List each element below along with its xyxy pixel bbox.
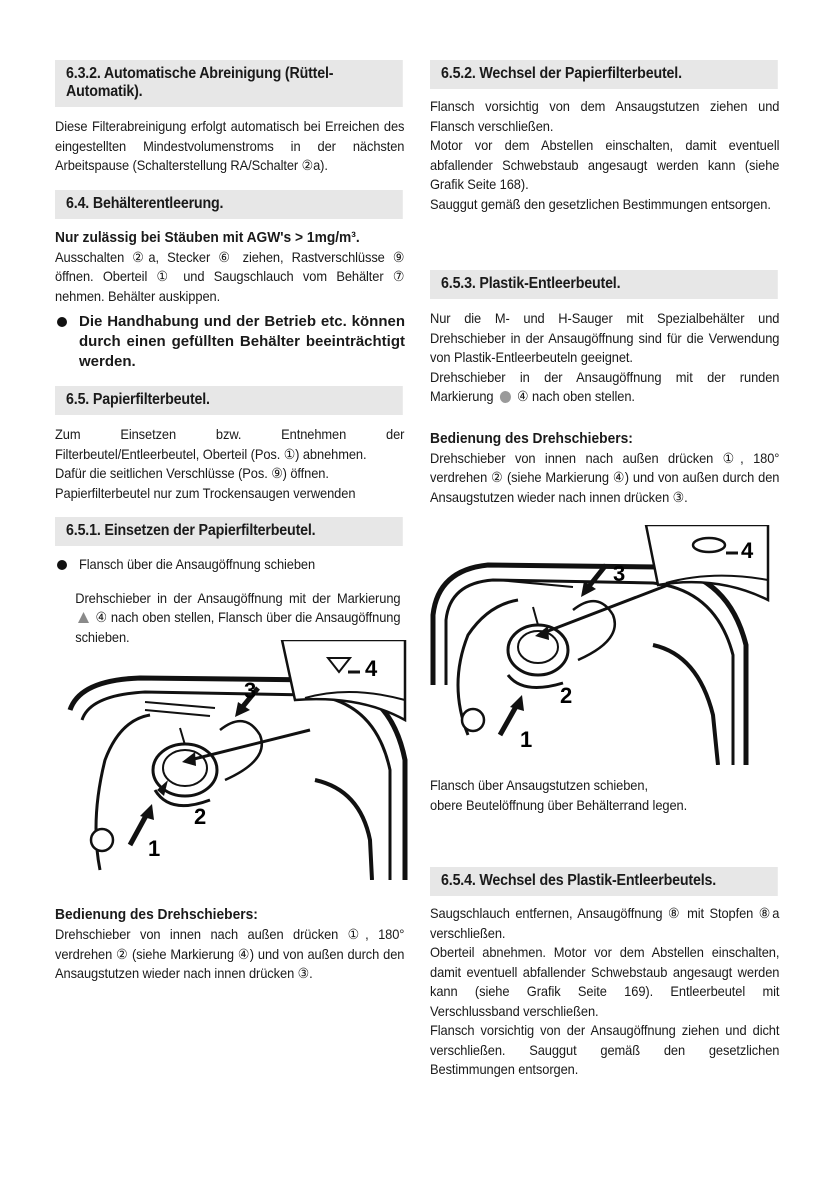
section-65-text-2: Dafür die seitlichen Verschlüsse (Pos. ⑨) öffnen. <box>55 465 329 481</box>
section-651-heading: 6.5.1. Einsetzen der Papierfilterbeutel. <box>55 517 403 546</box>
triangle-marking-icon <box>78 612 89 623</box>
right-column <box>430 60 780 507</box>
section-632-text: Diese Filterabreinigung erfolgt automatisch bei Erreichen des eingestellten Mindestvolumenstroms in der nächsten Arbeitspause (Schalterstellung RA/Schalter ②a). <box>55 118 405 173</box>
section-653-heading: 6.5.3. Plastik-Entleerbeutel. <box>430 270 778 299</box>
figure-label-3: 3 <box>244 678 257 703</box>
figure-label-2: 2 <box>194 804 207 829</box>
section-653-text-2 <box>430 368 779 407</box>
section-652-heading: 6.5.2. Wechsel der Papierfilterbeutel. <box>430 60 778 89</box>
section-65-text-3: Papierfilterbeutel nur zum Trockensaugen verwenden <box>55 484 356 501</box>
vacuum-top-illustration-left <box>60 640 410 880</box>
section-654-text-3: Flansch vorsichtig von der Ansaugöffnung ziehen und dicht verschließen. Sauggut gemäß den gesetzlichen Bestimmungen entsorgen. <box>430 1022 780 1077</box>
bullet-dot-icon <box>57 560 67 570</box>
figure-label-1: 1 <box>148 836 161 861</box>
left-column <box>55 60 405 647</box>
section-653-text-2b: ④ nach oben stellen. <box>517 388 635 404</box>
figure-label-1: 1 <box>520 727 533 752</box>
figure-label-4: 4 <box>365 656 378 681</box>
right-bedienung-text: Drehschieber von innen nach außen drücken ①, 180° verdrehen ② (siehe Markierung ④) und von außen durch den Ansaugstutzen wieder nach innen drücken ③. <box>430 449 780 505</box>
section-65-text-1: Zum Einsetzen bzw. Entnehmen der Filterbeutel/Entleerbeutel, Oberteil (Pos. ①) abnehmen. <box>55 426 405 462</box>
section-653-text-2a: Drehschieber in der Ansaugöffnung mit der runden Markierung <box>430 368 780 404</box>
section-652-text-3: Sauggut gemäß den gesetzlichen Bestimmungen entsorgen. <box>430 195 771 212</box>
section-652-text-1: Flansch vorsichtig von dem Ansaugstutzen ziehen und Flansch verschließen. <box>430 98 780 134</box>
left-figure <box>60 640 410 880</box>
section-64-bullet <box>55 312 405 372</box>
section-651-text-a: Drehschieber in der Ansaugöffnung mit der Markierung <box>75 589 401 606</box>
section-64-heading: 6.4. Behälterentleerung. <box>55 190 403 219</box>
section-64-bullet-text: Die Handhabung und der Betrieb etc. können durch einen gefüllten Behälter beeinträchtigt werden. <box>79 313 405 370</box>
figure-caption-2: obere Beutelöffnung über Behälterrand legen. <box>430 796 688 813</box>
section-651-bullet <box>55 555 405 575</box>
left-bottom-block <box>55 905 405 984</box>
section-654-text-1: Saugschlauch entfernen, Ansaugöffnung ⑧ mit Stopfen ⑧a verschließen. <box>430 905 780 941</box>
figure-label-4: 4 <box>741 538 754 563</box>
section-64-text: Ausschalten ②a, Stecker ⑥ ziehen, Rastverschlüsse ⑨ öffnen. Oberteil ① und Saugschlauch vom Behälter ⑦ nehmen. Behälter auskippen. <box>55 248 405 304</box>
section-653-text-1: Nur die M- und H-Sauger mit Spezialbehälter und Drehschieber in der Ansaugöffnung sind für die Verwendung von Plastik-Entleerbeuteln geeignet. <box>430 310 780 365</box>
round-marking-icon <box>500 391 511 403</box>
section-64-warning: Nur zulässig bei Stäuben mit AGW's > 1mg/m³. <box>55 229 360 246</box>
right-bedienung-heading: Bedienung des Drehschiebers: <box>430 430 633 447</box>
left-bedienung-heading: Bedienung des Drehschiebers: <box>55 907 258 923</box>
section-65-heading: 6.5. Papierfilterbeutel. <box>55 386 403 415</box>
section-654-text-2: Oberteil abnehmen. Motor vor dem Abstellen einschalten, damit eventuell abfallender Schwebstaub angesaugt werden kann (siehe Grafik Seite 169). Entleerbeutel mit Verschlussband verschließen. <box>430 944 780 1019</box>
right-bottom-block <box>430 776 780 1080</box>
section-651-bullet-text: Flansch über die Ansaugöffnung schieben <box>79 556 316 572</box>
bullet-dot-icon <box>57 317 67 327</box>
section-652-text-2: Motor vor dem Abstellen einschalten, damit eventuell abfallender Schwebstaub angesaugt werden kann (siehe Grafik Seite 168). <box>430 137 780 192</box>
section-654-heading: 6.5.4. Wechsel des Plastik-Entleerbeutels. <box>430 867 778 896</box>
figure-caption-1: Flansch über Ansaugstutzen schieben, <box>430 777 648 793</box>
right-figure <box>428 525 778 765</box>
section-651-text-b: ④ nach oben stellen, Flansch über die Ansaugöffnung schieben. <box>75 609 401 645</box>
figure-label-2: 2 <box>560 683 573 708</box>
figure-label-3: 3 <box>613 561 626 586</box>
section-632-heading: 6.3.2. Automatische Abreinigung (Rüttel-Automatik). <box>55 60 403 107</box>
left-bedienung-text: Drehschieber von innen nach außen drücken ①, 180° verdrehen ② (siehe Markierung ④) und von außen durch den Ansaugstutzen wieder nach innen drücken ③. <box>55 926 405 981</box>
section-651-text <box>55 589 400 648</box>
vacuum-top-illustration-right <box>428 525 778 765</box>
